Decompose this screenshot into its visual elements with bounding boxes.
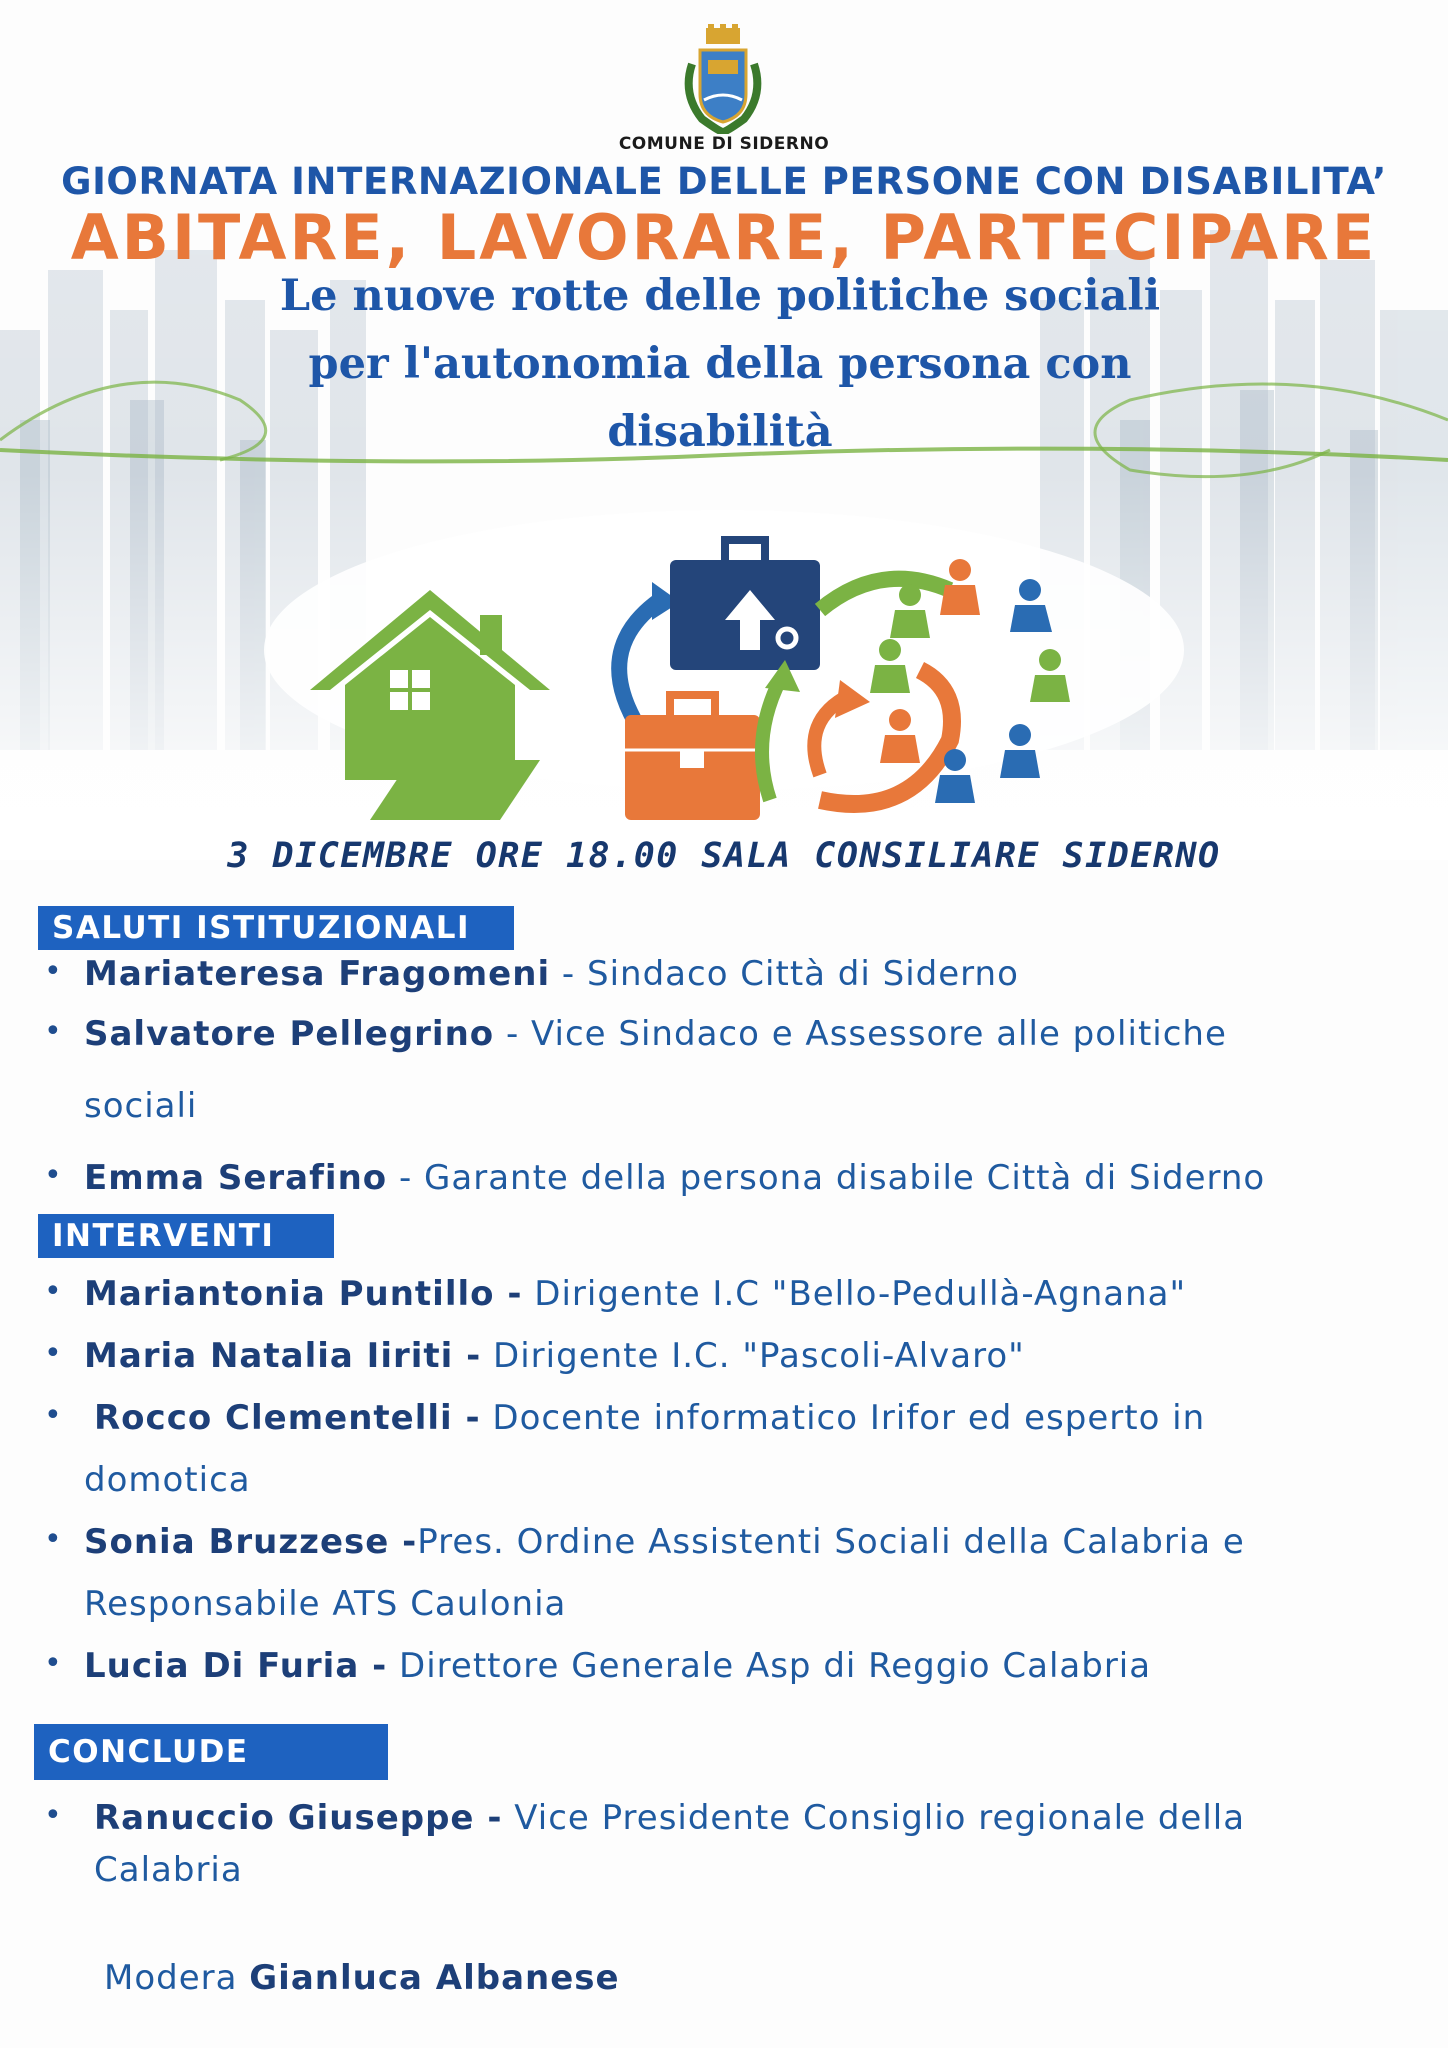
event-theme: ABITARE, LAVORARE, PARTECIPARE — [70, 201, 1378, 274]
section-interventi-header: INTERVENTI — [38, 1214, 334, 1258]
bullet-icon: • — [44, 1798, 63, 1833]
toolbox-icon — [670, 540, 820, 670]
event-subtitle — [170, 262, 1270, 466]
cycle-arrows-icon — [619, 600, 660, 730]
speaker-name: Maria Natalia Iiriti - — [84, 1336, 482, 1376]
subtitle-line: Le nuove rotte delle politiche sociali — [279, 271, 1161, 321]
list-item: • Mariateresa Fragomeni - Sindaco Città di Siderno — [44, 954, 1019, 994]
bullet-icon: • — [44, 1014, 63, 1049]
list-item — [44, 1274, 1424, 1324]
speaker-role: Dirigente I.C "Bello-Pedullà-Agnana" — [522, 1274, 1187, 1314]
moderator-name: Gianluca Albanese — [249, 1958, 620, 1998]
event-title: GIORNATA INTERNAZIONALE DELLE PERSONE CON DISABILITA’ — [61, 160, 1387, 203]
list-item — [44, 1646, 1424, 1696]
speaker-role: Sindaco Città di Siderno — [587, 954, 1019, 994]
speaker-name: Mariantonia Puntillo - — [84, 1274, 523, 1314]
speaker-role-continued: sociali — [84, 1086, 198, 1126]
speaker-role: Vice Sindaco e Assessore alle politiche — [531, 1014, 1227, 1054]
speaker-role: Docente informatico Irifor ed esperto in — [480, 1398, 1206, 1438]
speaker-role: Dirigente I.C. "Pascoli-Alvaro" — [481, 1336, 1025, 1376]
speaker-name: Salvatore Pellegrino — [84, 1014, 495, 1054]
section-saluti-header: SALUTI ISTITUZIONALI — [38, 906, 514, 950]
moderator-line: Modera Gianluca Albanese — [104, 1958, 620, 1998]
autonomy-illustration — [260, 520, 1180, 830]
bullet-icon: • — [44, 1398, 63, 1433]
speaker-role-continued: Responsabile ATS Caulonia — [84, 1584, 567, 1624]
bullet-icon: • — [44, 1274, 63, 1309]
list-item — [44, 1522, 1424, 1632]
speaker-role: Vice Presidente Consiglio regionale della — [502, 1798, 1246, 1838]
briefcase-icon — [625, 695, 760, 820]
bullet-icon: • — [44, 1158, 63, 1193]
municipal-crest-icon — [680, 24, 766, 134]
bullet-icon: • — [44, 1646, 63, 1681]
list-item — [44, 1336, 1424, 1386]
speaker-name: Rocco Clementelli - — [94, 1398, 481, 1438]
bullet-icon: • — [44, 1336, 63, 1371]
house-icon — [310, 590, 550, 820]
subtitle-line: per l'autonomia della persona con — [308, 339, 1132, 389]
speaker-role: Pres. Ordine Assistenti Sociali della Calabria e — [417, 1522, 1245, 1562]
speaker-role-continued: domotica — [84, 1460, 251, 1500]
list-item: • Emma Serafino - Garante della persona disabile Città di Siderno — [44, 1158, 1266, 1198]
event-date-location: 3 DICEMBRE ORE 18.00 SALA CONSILIARE SIDERNO — [227, 836, 1221, 876]
bullet-icon: • — [44, 954, 63, 989]
list-item — [44, 1798, 1424, 1908]
people-circle-icon — [870, 559, 1070, 803]
speaker-name: Lucia Di Furia - — [84, 1646, 388, 1686]
section-conclude-header: CONCLUDE — [34, 1724, 388, 1780]
list-item — [44, 1398, 1424, 1508]
list-item: • Salvatore Pellegrino - Vice Sindaco e Assessore alle politiche sociali — [44, 1014, 1227, 1126]
speaker-name: Ranuccio Giuseppe - — [94, 1798, 503, 1838]
speaker-name: Sonia Bruzzese - — [84, 1522, 418, 1562]
bullet-icon: • — [44, 1522, 63, 1557]
speaker-name: Mariateresa Fragomeni — [84, 954, 551, 994]
commune-name: COMUNE DI SIDERNO — [618, 134, 830, 154]
speaker-name: Emma Serafino — [84, 1158, 388, 1198]
speaker-role-continued: Calabria — [94, 1850, 243, 1890]
speaker-role: Direttore Generale Asp di Reggio Calabria — [387, 1646, 1152, 1686]
subtitle-line: disabilità — [607, 407, 833, 457]
speaker-role: Garante della persona disabile Città di Siderno — [424, 1158, 1266, 1198]
